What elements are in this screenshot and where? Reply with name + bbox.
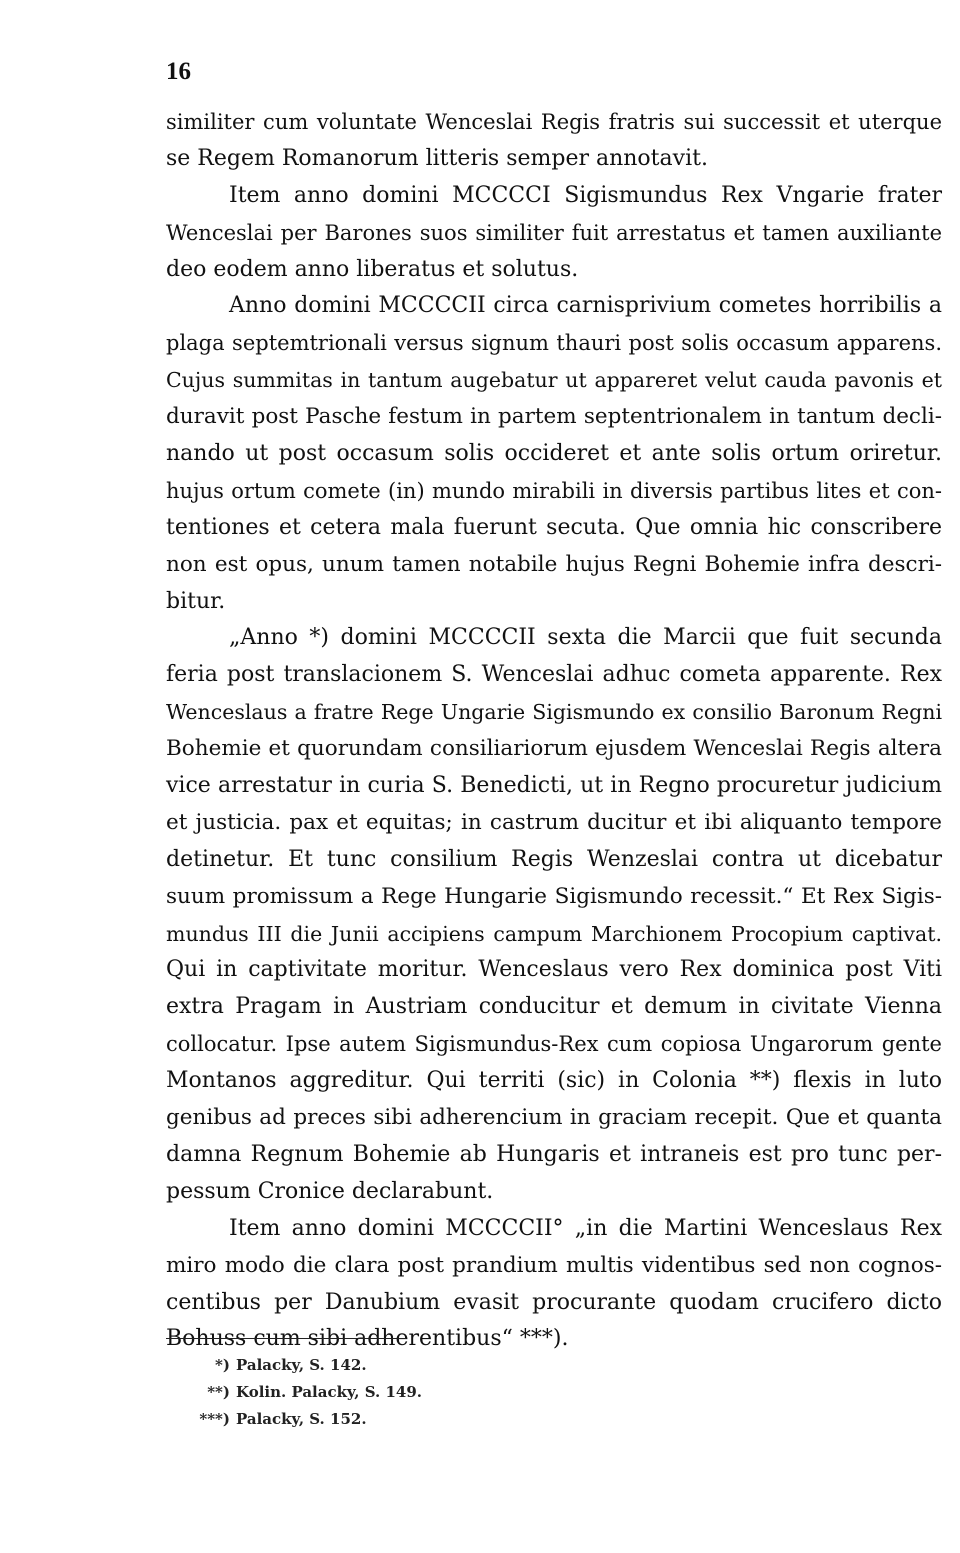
- footnote: [166, 1379, 566, 1406]
- footnote-text: Kolin. Palacky, S. 149.: [236, 1383, 422, 1401]
- text-line: genibus ad preces sibi adherencium in graciam recepit. Que et quanta: [166, 1105, 942, 1131]
- text-line: non est opus, unum tamen notabile hujus Regni Bohemie infra descri-: [166, 551, 942, 577]
- text-line: hujus ortum comete (in) mundo mirabili in diversis partibus lites et con-: [166, 478, 942, 503]
- text-line: duravit post Pasche festum in partem septentrionalem in tantum decli-: [166, 404, 942, 430]
- footnote-marker: ***): [199, 1410, 230, 1428]
- text-line: Bohuss cum sibi adherentibus“ ***).: [166, 1326, 569, 1352]
- text-line: detinetur. Et tunc consilium Regis Wenzeslai contra ut dicebatur: [166, 846, 942, 872]
- footnote: [166, 1352, 566, 1379]
- footnote-text: Palacky, S. 152.: [236, 1410, 367, 1428]
- footnotes: [166, 1352, 566, 1433]
- footnote-marker: *): [215, 1356, 230, 1374]
- footnote: [166, 1406, 566, 1433]
- main-text: [166, 104, 942, 1358]
- text-line: Montanos aggreditur. Qui territi (sic) in Colonia **) flexis in luto: [166, 1068, 942, 1094]
- text-line: „Anno *) domini MCCCCII sexta die Marcii que fuit secunda: [229, 625, 942, 651]
- text-line: Wenceslaus a fratre Rege Ungarie Sigismundo ex consilio Baronum Regni: [166, 700, 942, 725]
- footnote-divider: [166, 1338, 406, 1339]
- text-line: pessum Cronice declarabunt.: [166, 1178, 494, 1204]
- text-line: deo eodem anno liberatus et solutus.: [166, 256, 579, 282]
- text-line: centibus per Danubium evasit procurante quodam crucifero dicto: [166, 1289, 942, 1315]
- text-line: Qui in captivitate moritur. Wenceslaus vero Rex dominica post Viti: [166, 957, 942, 983]
- text-line: Anno domini MCCCCII circa carnisprivium cometes horribilis a: [229, 293, 942, 319]
- text-line: bitur.: [166, 588, 226, 614]
- text-line: mundus III die Junii accipiens campum Marchionem Procopium captivat.: [166, 921, 942, 946]
- text-line: suum promissum a Rege Hungarie Sigismundo recessit.“ Et Rex Sigis-: [166, 883, 942, 909]
- text-line: feria post translacionem S. Wenceslai adhuc cometa apparente. Rex: [166, 662, 942, 688]
- text-line: Cujus summitas in tantum augebatur ut appareret velut cauda pavonis et: [166, 368, 942, 393]
- text-line: plaga septemtrionali versus signum thauri post solis occasum apparens.: [166, 331, 942, 356]
- text-line: damna Regnum Bohemie ab Hungaris et intraneis est pro tunc per-: [166, 1141, 942, 1167]
- text-line: collocatur. Ipse autem Sigismundus-Rex cum copiosa Ungarorum gente: [166, 1032, 942, 1057]
- text-line: Item anno domini MCCCCII° „in die Martini Wenceslaus Rex: [229, 1215, 942, 1241]
- text-line: vice arrestatur in curia S. Benedicti, ut in Regno procuretur judicium: [166, 773, 942, 799]
- page-number: 16: [166, 58, 191, 85]
- footnote-marker: **): [207, 1383, 230, 1401]
- text-line: Item anno domini MCCCCI Sigismundus Rex Vngarie frater: [229, 182, 942, 208]
- text-line: et justicia. pax et equitas; in castrum ducitur et ibi aliquanto tempore: [166, 809, 942, 835]
- text-line: tentiones et cetera mala fuerunt secuta. Que omnia hic conscribere: [166, 514, 942, 540]
- text-line: similiter cum voluntate Wenceslai Regis fratris sui successit et uterque: [166, 110, 942, 134]
- text-line: se Regem Romanorum litteris semper annotavit.: [166, 145, 708, 171]
- text-line: extra Pragam in Austriam conducitur et demum in civitate Vienna: [166, 994, 942, 1020]
- text-line: miro modo die clara post prandium multis videntibus sed non cognos-: [166, 1252, 942, 1278]
- text-line: nando ut post occasum solis occideret et ante solis ortum oriretur.: [166, 441, 942, 467]
- footnote-text: Palacky, S. 142.: [236, 1356, 367, 1374]
- text-line: Bohemie et quorundam consiliariorum ejusdem Wenceslai Regis altera: [166, 736, 942, 762]
- text-line: Wenceslai per Barones suos similiter fuit arrestatus et tamen auxiliante: [166, 220, 942, 245]
